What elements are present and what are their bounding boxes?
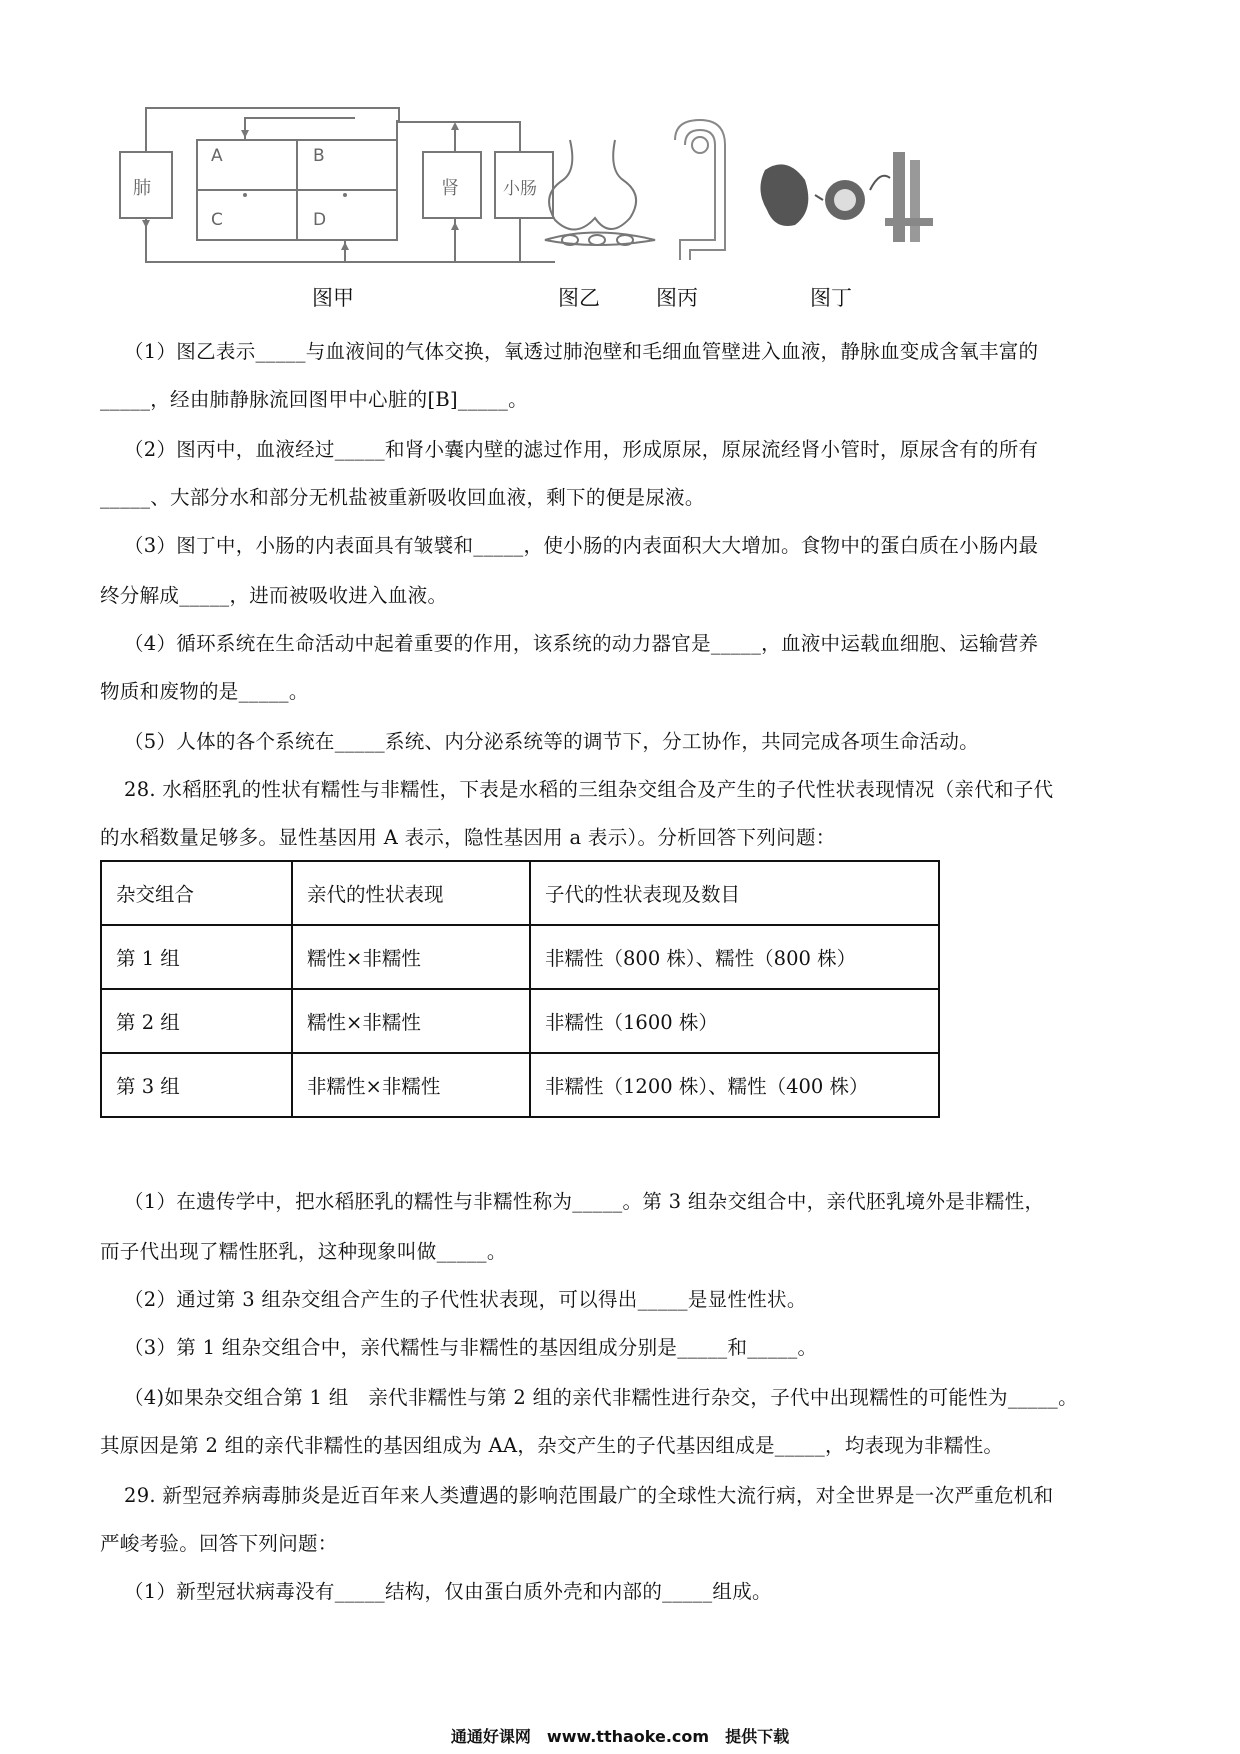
caption-jia: 图甲 xyxy=(312,286,354,310)
figure-drawing xyxy=(115,100,945,310)
table-cell: 第 3 组 xyxy=(101,1053,292,1117)
cross-results-table xyxy=(100,860,940,1118)
chamber-a-label: A xyxy=(211,146,223,166)
q29-line-2: 严峻考验。回答下列问题： xyxy=(100,1532,338,1555)
table-cell: 非糯性（800 株）、糯性（800 株） xyxy=(530,925,939,989)
q28-line-5: （4)如果杂交组合第 1 组 亲代非糯性与第 2 组的亲代非糯性进行杂交，子代中出现糯性的可能性为_____。 xyxy=(124,1386,1078,1409)
table-cell: 糯性×非糯性 xyxy=(292,925,530,989)
table-cell: 非糯性（1600 株） xyxy=(530,989,939,1053)
page-footer: 通通好课网 www.tthaoke.com 提供下载 xyxy=(450,1727,790,1746)
q27-line-6: 终分解成_____，进而被吸收进入血液。 xyxy=(100,584,448,607)
table-cell: 非糯性（1200 株）、糯性（400 株） xyxy=(530,1053,939,1117)
q27-line-2: _____，经由肺静脉流回图甲中心脏的[B]_____。 xyxy=(100,388,528,411)
q28-line-4: （3）第 1 组杂交组合中，亲代糯性与非糯性的基因组成分别是_____和_____。 xyxy=(124,1336,818,1359)
chamber-b-label: B xyxy=(313,146,325,166)
q28-line-1: （1）在遗传学中，把水稻胚乳的糯性与非糯性称为_____。第 3 组杂交组合中，亲代胚乳境外是非糯性， xyxy=(124,1190,1045,1213)
table-cell: 非糯性×非糯性 xyxy=(292,1053,530,1117)
q29-line-3: （1）新型冠状病毒没有_____结构，仅由蛋白质外壳和内部的_____组成。 xyxy=(124,1580,772,1603)
q27-line-5: （3）图丁中，小肠的内表面具有皱襞和_____，使小肠的内表面积大大增加。食物中的蛋白质在小肠内最 xyxy=(124,534,1039,557)
q27-line-9: （5）人体的各个系统在_____系统、内分泌系统等的调节下，分工协作，共同完成各项生命活动。 xyxy=(124,730,979,753)
q28-stem-1: 28. 水稻胚乳的性状有糯性与非糯性，下表是水稻的三组杂交组合及产生的子代性状表现情况（亲代和子代 xyxy=(124,778,1054,801)
caption-yi: 图乙 xyxy=(558,286,600,310)
caption-bing: 图丙 xyxy=(656,286,698,310)
table-header-cell: 杂交组合 xyxy=(101,861,292,925)
table-row xyxy=(101,1053,939,1117)
q27-line-7: （4）循环系统在生命活动中起着重要的作用，该系统的动力器官是_____，血液中运载血细胞、运输营养 xyxy=(124,632,1039,655)
chamber-d-label: D xyxy=(313,210,327,230)
table-cell: 糯性×非糯性 xyxy=(292,989,530,1053)
q27-line-1: （1）图乙表示_____与血液间的气体交换，氧透过肺泡壁和毛细血管壁进入血液，静脉血变成含氧丰富的 xyxy=(124,340,1039,363)
table-header-cell: 亲代的性状表现 xyxy=(292,861,530,925)
caption-ding: 图丁 xyxy=(810,286,852,310)
table-cell: 第 1 组 xyxy=(101,925,292,989)
table-row xyxy=(101,989,939,1053)
table-cell: 第 2 组 xyxy=(101,989,292,1053)
q27-line-8: 物质和废物的是_____。 xyxy=(100,680,309,703)
table-row xyxy=(101,925,939,989)
q27-line-4: _____、大部分水和部分无机盐被重新吸收回血液，剩下的便是尿液。 xyxy=(100,486,705,509)
figure-panel xyxy=(115,100,945,310)
q28-line-3: （2）通过第 3 组杂交组合产生的子代性状表现，可以得出_____是显性性状。 xyxy=(124,1288,807,1311)
chamber-c-label: C xyxy=(211,210,223,230)
q28-line-2: 而子代出现了糯性胚乳，这种现象叫做_____。 xyxy=(100,1240,507,1263)
q27-line-3: （2）图丙中，血液经过_____和肾小囊内壁的滤过作用，形成原尿，原尿流经肾小管时，原尿含有的所有 xyxy=(124,438,1039,461)
q29-line-1: 29. 新型冠养病毒肺炎是近百年来人类遭遇的影响范围最广的全球性大流行病，对全世界是一次严重危机和 xyxy=(124,1484,1054,1507)
q28-line-6: 其原因是第 2 组的亲代非糯性的基因组成为 AA，杂交产生的子代基因组成是_____，均表现为非糯性。 xyxy=(100,1434,1004,1457)
table-header-row xyxy=(101,861,939,925)
table-header-cell: 子代的性状表现及数目 xyxy=(530,861,939,925)
intestine-label: 小肠 xyxy=(503,179,537,199)
lung-label: 肺 xyxy=(133,178,151,199)
q28-stem-2: 的水稻数量足够多。显性基因用 A 表示，隐性基因用 a 表示）。分析回答下列问题： xyxy=(100,826,836,849)
kidney-label: 肾 xyxy=(441,178,459,199)
